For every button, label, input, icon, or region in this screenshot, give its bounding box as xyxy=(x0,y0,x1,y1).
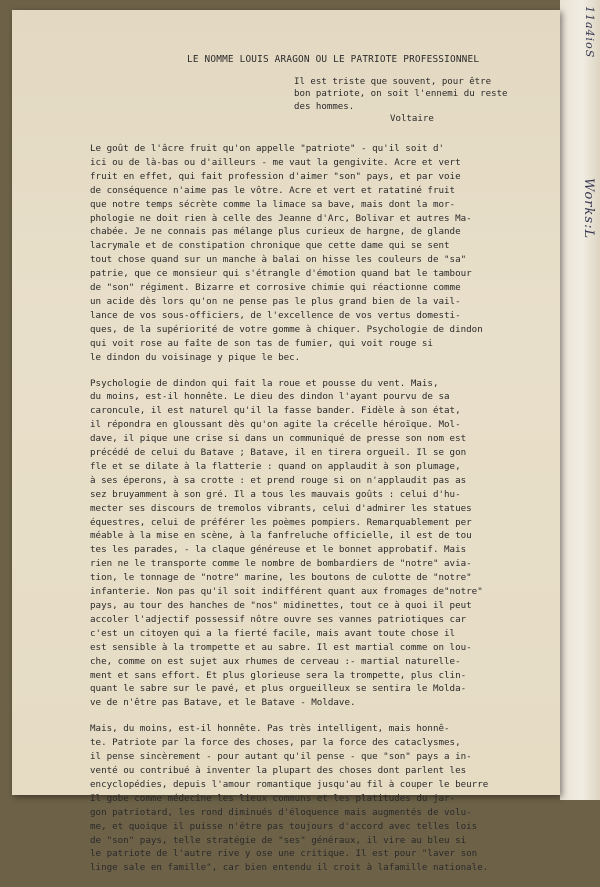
text-line: ve de n'être pas Batave, et le Batave - Moldave. xyxy=(90,697,356,709)
typewritten-page xyxy=(12,10,560,874)
page-title: LE NOMME LOUIS ARAGON OU LE PATRIOTE PROFESSIONNEL xyxy=(187,54,480,65)
text-line: Mais, du moins, est-il honnête. Pas très intelligent, mais honnê- xyxy=(90,723,450,735)
text-line: accoler l'adjectif possessif nôtre ouvre ses vannes patriotiques car xyxy=(90,613,467,625)
text-line: encyclopédies, depuis l'amour romantique jusqu'au fil à couper le beurre xyxy=(90,778,489,790)
margin-note-middle: Works:L xyxy=(581,178,596,240)
text-line: le patriote de l'autre rive y ose une critique. Il est pour "laver son xyxy=(90,848,478,860)
text-line: phologie ne doit rien à celle des Jeanne d'Arc, Bolivar et autres Ma- xyxy=(90,212,472,224)
epigraph-line: bon patriote, on soit l'ennemi du reste xyxy=(294,89,508,100)
epigraph-line: des hommes. xyxy=(294,101,355,112)
text-line: c'est un citoyen qui a la fierté facile, mais avant toute chose il xyxy=(90,627,456,639)
text-line: tout chose quand sur un manche à balai on hisse les couleurs de "sa" xyxy=(90,254,467,266)
body-text xyxy=(90,142,558,887)
text-line: précédé de celui du Batave ; Batave, il en tirera orgueil. Il se gon xyxy=(90,447,467,459)
text-line: chabée. Je ne connais pas mélange plus curieux de hargne, de glande xyxy=(90,226,461,238)
text-line: te. Patriote par la force des choses, par la force des cataclysmes, xyxy=(90,737,461,749)
text-line: lance de vos sous-officiers, de l'excellence de vos vertus domesti- xyxy=(90,309,461,321)
text-line: le dindon du voisinage y pique le bec. xyxy=(90,351,301,363)
text-line: de "son" régiment. Bizarre et corrosive chimie qui réactionne comme xyxy=(90,282,461,294)
text-line: méable à la mise en scène, à la fanfreluche officielle, il est de tou xyxy=(90,530,472,542)
text-line: il pense sincèrement - pour autant qu'il pense - que "son" pays a in- xyxy=(90,751,472,763)
text-line: rien ne le transporte comme le nombre de bombardiers de "notre" avia- xyxy=(90,558,472,570)
text-line: un acide dès lors qu'on ne pense pas le plus grand bien de la vail- xyxy=(90,295,461,307)
text-line: tes les parades, - la claque généreuse et le bonnet approbatif. Mais xyxy=(90,544,467,556)
text-line: caroncule, il est naturel qu'il la fasse bander. Fidèle à son état, xyxy=(90,405,461,417)
text-line: mecter ses discours de tremolos vibrants, celui d'admirer les statues xyxy=(90,502,472,514)
text-line: lacrymale et de constipation chronique que cette dame qui se sent xyxy=(90,240,450,252)
text-line: che, comme on est sujet aux rhumes de cerveau :- martial naturelle- xyxy=(90,655,461,667)
text-line: Il gobe comme médecine les lieux communs et les platitudes du jar- xyxy=(90,792,456,804)
text-line: qui voit rose au faîte de son tas de fumier, qui voit rouge si xyxy=(90,337,433,349)
text-line: sez bruyamment à son gré. Il a tous les mauvais goûts : celui d'hu- xyxy=(90,488,461,500)
text-line: à ses éperons, à sa crotte : et prend rouge si on n'applaudit pas as xyxy=(90,474,467,486)
text-line: Psychologie de dindon qui fait la roue et pousse du vent. Mais, xyxy=(90,377,439,389)
text-line: de conséquence n'aime pas le vôtre. Acre et vert et ratatiné fruit xyxy=(90,184,456,196)
text-line: me, et quoique il puisse n'être pas toujours d'accord avec telles lois xyxy=(90,820,478,832)
text-line: tion, le tonnage de "notre" marine, les boutons de culotte de "notre" xyxy=(90,572,472,584)
paragraph xyxy=(90,377,558,711)
text-line: est sensible à la trompette et au sabre. Il est martial comme on lou- xyxy=(90,641,472,653)
text-line: fruit en effet, qui fait profession d'aimer "son" pays, et par voie xyxy=(90,170,461,182)
text-line: Le goût de l'âcre fruit qu'on appelle "patriote" - qu'il soit d' xyxy=(90,143,445,154)
text-line: ment et sans effort. Et plus glorieuse sera la trompette, plus clin- xyxy=(90,669,467,681)
text-line: quant le sabre sur le pavé, et plus orgueilleux se sentira le Molda- xyxy=(90,683,467,695)
text-line: équestres, celui de préférer les poèmes pompiers. Remarquablement per xyxy=(90,516,472,528)
text-line: linge sale en famille", car bien entendu il croit à lafamille nationale. xyxy=(90,862,489,874)
text-line: infanterie. Non pas qu'il soit indifférent quant aux fromages de"notre" xyxy=(90,586,483,598)
text-line: fle et se dilate à la flatterie : quand on applaudit à son plumage, xyxy=(90,460,461,472)
text-line: gon patriotard, les rond diminués d'éloquence mais augmentés de volu- xyxy=(90,806,472,818)
text-line: dave, il pique une crise si dans un communiqué de presse son nom est xyxy=(90,433,467,445)
margin-note-top: 11a4ioS xyxy=(583,6,596,59)
epigraph-author: Voltaire xyxy=(390,114,434,124)
epigraph xyxy=(294,76,559,113)
text-line: patrie, que ce monsieur qui s'étrangle d'émotion quand bat le tambour xyxy=(90,268,472,280)
text-line: pays, au tour des hanches de "nos" midinettes, tout ce à quoi il peut xyxy=(90,600,472,611)
epigraph-line: Il est triste que souvent, pour être xyxy=(294,77,492,87)
text-line: de "son" pays, telle stratégie de "ses" généraux, il vire au bleu si xyxy=(90,834,467,846)
text-line: ques, de la supériorité de votre gomme à chiquer. Psychologie de dindon xyxy=(90,323,483,335)
text-line: du moins, est-il honnête. Le dieu des dindon l'ayant pourvu de sa xyxy=(90,391,450,403)
paragraph xyxy=(90,142,558,365)
text-line: venté ou contribué à inventer la plupart des choses dont parlent les xyxy=(90,764,467,776)
text-line: il répondra en gloussant dès qu'on agite la crécelle héroïque. Mol- xyxy=(90,419,461,431)
desk-background xyxy=(560,0,600,800)
text-line: ici ou de là-bas ou d'ailleurs - me vaut la gengivite. Acre et vert xyxy=(90,156,461,168)
paragraph xyxy=(90,722,558,875)
text-line: que notre temps sécrète comme la limace sa bave, mais dont la mor- xyxy=(90,198,456,210)
